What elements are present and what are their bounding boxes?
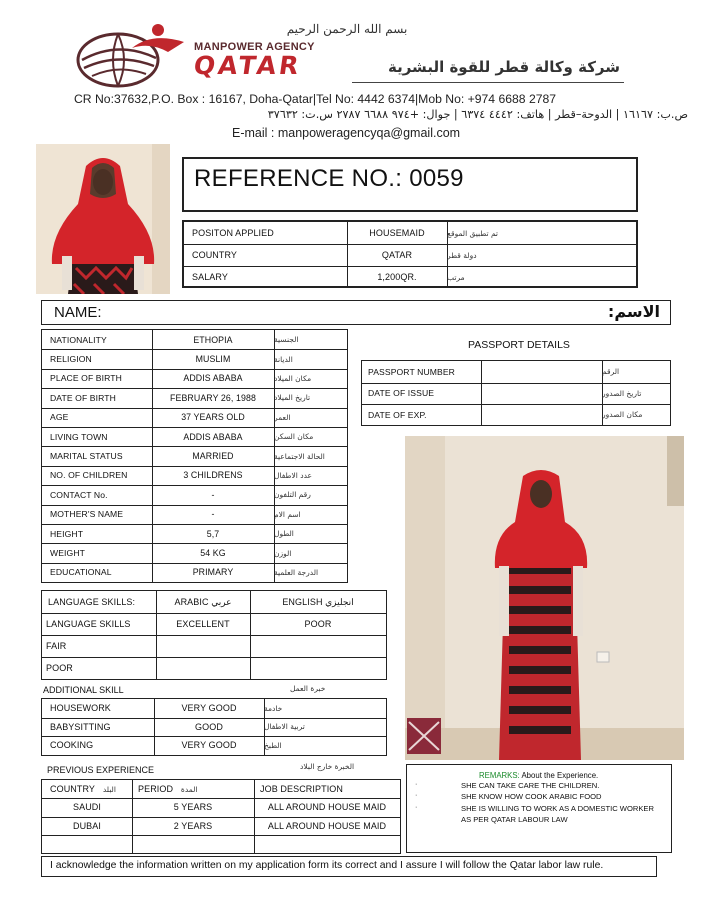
skill-row-value: GOOD <box>195 721 223 732</box>
applicant-full-body-photo <box>405 436 684 760</box>
contact-line-arabic: ص.ب: ١٦١٦٧ | الدوحة–قطر | هاتف: ٤٤٤٢ ٦٣٧٤ | جوال: +٩٧٤ ٦٦٨٨ ٢٧٨٧ س.ت: ٣٧٦٣٢ <box>267 108 688 121</box>
personal-row-arabic: تاريخ الميلاد <box>274 393 311 403</box>
personal-row-arabic: مكان الميلاد <box>274 373 312 383</box>
passport-row-label: PASSPORT NUMBER <box>368 366 455 377</box>
personal-row-value: FEBRUARY 26, 1988 <box>170 392 256 403</box>
personal-row-value: 37 YEARS OLD <box>181 412 245 423</box>
passport-row-arabic: مكان الصدور <box>602 410 643 420</box>
personal-row-arabic: اسم الام <box>274 509 301 519</box>
language-header-arabic: ARABIC عربي <box>174 596 232 607</box>
remark-bullet: · <box>415 781 418 788</box>
position-row-arabic: تم تطبيق الموقع <box>447 228 499 238</box>
personal-row-arabic: مكان السكن <box>274 432 314 442</box>
personal-row-value: ADDIS ABABA <box>183 373 243 384</box>
personal-row-arabic: عدد الاطفال <box>274 470 312 480</box>
acknowledgement-text: I acknowledge the information written on my application form its correct and I assure I will follow the Qatar labor law rule. <box>50 860 604 871</box>
language-row-english-level <box>250 635 386 657</box>
personal-row-arabic: رقم التلفون <box>274 490 311 500</box>
passport-row-arabic: الرقم <box>602 367 620 377</box>
remarks-title: REMARKS: About the Experience. <box>479 771 599 780</box>
position-row-value: 1,200QR. <box>377 272 417 282</box>
language-row-label: POOR <box>46 663 73 673</box>
personal-row-label: CONTACT No. <box>50 489 108 500</box>
experience-table <box>41 779 401 854</box>
position-row-label: POSITON APPLIED <box>192 228 274 238</box>
acknowledgement-box <box>41 856 657 877</box>
additional-skills-table <box>41 698 387 756</box>
personal-row-arabic: العمر <box>274 412 291 422</box>
personal-row-label: NO. OF CHILDREN <box>50 470 128 481</box>
skill-row-value: VERY GOOD <box>181 703 237 714</box>
personal-row-label: AGE <box>50 412 69 423</box>
skill-row-arabic: خادمة <box>264 703 283 713</box>
language-row-label: LANGUAGE SKILLS <box>46 619 131 629</box>
passport-row-value <box>481 383 602 405</box>
position-row-value: HOUSEMAID <box>369 228 425 238</box>
personal-row-value: - <box>211 509 215 520</box>
personal-row-arabic: الجنسية <box>274 335 299 345</box>
personal-row-arabic: الدرجة العلمية <box>274 567 319 577</box>
personal-row-value: 3 CHILDRENS <box>183 470 243 481</box>
remark-item: SHE CAN TAKE CARE THE CHILDREN. <box>461 781 600 790</box>
position-row-label: COUNTRY <box>192 250 238 260</box>
agency-arabic-name: شركة وكالة قطر للقوة البشرية <box>388 58 620 76</box>
previous-experience-title-arabic: الخبرة خارج البلاد <box>300 762 355 771</box>
reference-number: REFERENCE NO.: 0059 <box>194 165 464 192</box>
additional-skill-title-arabic: خبرة العمل <box>290 684 326 693</box>
passport-details-title: PASSPORT DETAILS <box>468 339 570 351</box>
personal-row-label: WEIGHT <box>50 548 85 559</box>
position-row-arabic: مرتب <box>447 272 465 282</box>
personal-row-value: 54 KG <box>200 548 226 559</box>
position-row-arabic: دولة قطر <box>447 250 477 260</box>
passport-row-label: DATE OF ISSUE <box>368 388 435 399</box>
skill-row-label: COOKING <box>50 740 94 751</box>
passport-table <box>361 360 671 426</box>
experience-country: DUBAI <box>72 820 101 831</box>
exp-header-country: COUNTRY البلد <box>50 784 116 794</box>
email-line: E-mail : manpoweragencyqa@gmail.com <box>232 126 461 140</box>
personal-row-label: RELIGION <box>50 354 92 365</box>
position-row-label: SALARY <box>192 272 228 282</box>
language-row-arabic-level <box>156 635 250 657</box>
personal-row-label: EDUCATIONAL <box>50 567 112 578</box>
personal-row-value: MUSLIM <box>195 354 231 365</box>
language-row-arabic-level <box>156 657 250 679</box>
personal-row-value: PRIMARY <box>192 567 234 578</box>
agency-name: QATAR <box>191 51 304 80</box>
name-label: NAME: <box>54 304 102 321</box>
skill-row-value: VERY GOOD <box>181 740 237 751</box>
personal-row-label: HEIGHT <box>50 528 84 539</box>
language-row-english-level: POOR <box>304 619 332 629</box>
personal-row-label: PLACE OF BIRTH <box>50 373 122 384</box>
personal-row-value: MARRIED <box>192 451 234 462</box>
personal-row-arabic: الوزن <box>274 548 292 558</box>
bismillah-calligraphy: بسم الله الرحمن الرحيم <box>286 22 408 36</box>
remark-bullet: · <box>415 792 418 799</box>
experience-period: 5 YEARS <box>173 802 213 813</box>
language-row-label: FAIR <box>46 641 67 651</box>
experience-job: ALL AROUND HOUSE MAID <box>267 820 387 831</box>
personal-row-value: ETHOPIA <box>193 334 233 345</box>
language-header-label: LANGUAGE SKILLS: <box>48 597 136 607</box>
remarks-box <box>406 764 672 853</box>
passport-row-value <box>481 404 602 426</box>
experience-row-divider <box>42 835 400 836</box>
personal-row-arabic: الديانة <box>274 354 293 364</box>
agency-tagline: MANPOWER AGENCY <box>194 41 315 53</box>
additional-skill-title: ADDITIONAL SKILL <box>43 685 124 695</box>
language-header-english: ENGLISH انجليزي <box>282 596 354 607</box>
remark-item: SHE IS WILLING TO WORK AS A DOMESTIC WORKER AS PER QATAR LABOUR LAW <box>461 804 654 824</box>
reference-number-box <box>182 157 638 212</box>
exp-header-period: PERIOD المدة <box>138 784 198 794</box>
remark-bullet: · <box>415 804 418 811</box>
skill-row-arabic: تربية الاطفال <box>264 722 305 732</box>
header-rule <box>352 82 624 83</box>
personal-row-arabic: الحالة الاجتماعية <box>274 451 325 461</box>
globe-logo-icon <box>72 22 188 88</box>
passport-row-arabic: تاريخ الصدور <box>602 388 642 398</box>
personal-row-label: NATIONALITY <box>50 334 107 345</box>
remark-item: SHE KNOW HOW COOK ARABIC FOOD <box>461 792 602 801</box>
experience-country: SAUDI <box>72 802 101 813</box>
personal-row-value: - <box>211 489 215 500</box>
name-label-arabic: الاسم: <box>607 302 660 321</box>
applicant-portrait-photo <box>36 144 170 294</box>
position-row-value: QATAR <box>381 250 413 260</box>
personal-row-label: MOTHER'S NAME <box>50 509 124 520</box>
name-bar <box>41 300 671 325</box>
skill-row-label: BABYSITTING <box>50 721 111 732</box>
contact-line: CR No:37632,P.O. Box : 16167, Doha-Qatar|Tel No: 4442 6374|Mob No: +974 6688 2787 <box>74 92 557 106</box>
personal-row-arabic: الطول <box>274 529 294 539</box>
passport-row-label: DATE OF EXP. <box>368 409 427 420</box>
language-row-arabic-level: EXCELLENT <box>176 619 230 629</box>
personal-row-label: LIVING TOWN <box>50 431 108 442</box>
experience-period: 2 YEARS <box>173 820 213 831</box>
skill-row-label: HOUSEWORK <box>50 703 111 714</box>
language-skills-table <box>41 590 387 680</box>
personal-details-table <box>41 329 348 583</box>
position-table <box>182 220 638 288</box>
personal-row-value: 5,7 <box>206 528 220 539</box>
personal-row-value: ADDIS ABABA <box>183 431 243 442</box>
skill-row-arabic: الطبخ <box>264 740 282 750</box>
previous-experience-title: PREVIOUS EXPERIENCE <box>47 765 155 775</box>
language-row-english-level <box>250 657 386 679</box>
experience-job: ALL AROUND HOUSE MAID <box>267 802 387 813</box>
personal-row-label: MARITAL STATUS <box>50 451 123 462</box>
exp-header-job: JOB DESCRIPTION <box>260 784 344 794</box>
personal-row-label: DATE OF BIRTH <box>50 392 116 403</box>
passport-row-value <box>481 361 602 383</box>
